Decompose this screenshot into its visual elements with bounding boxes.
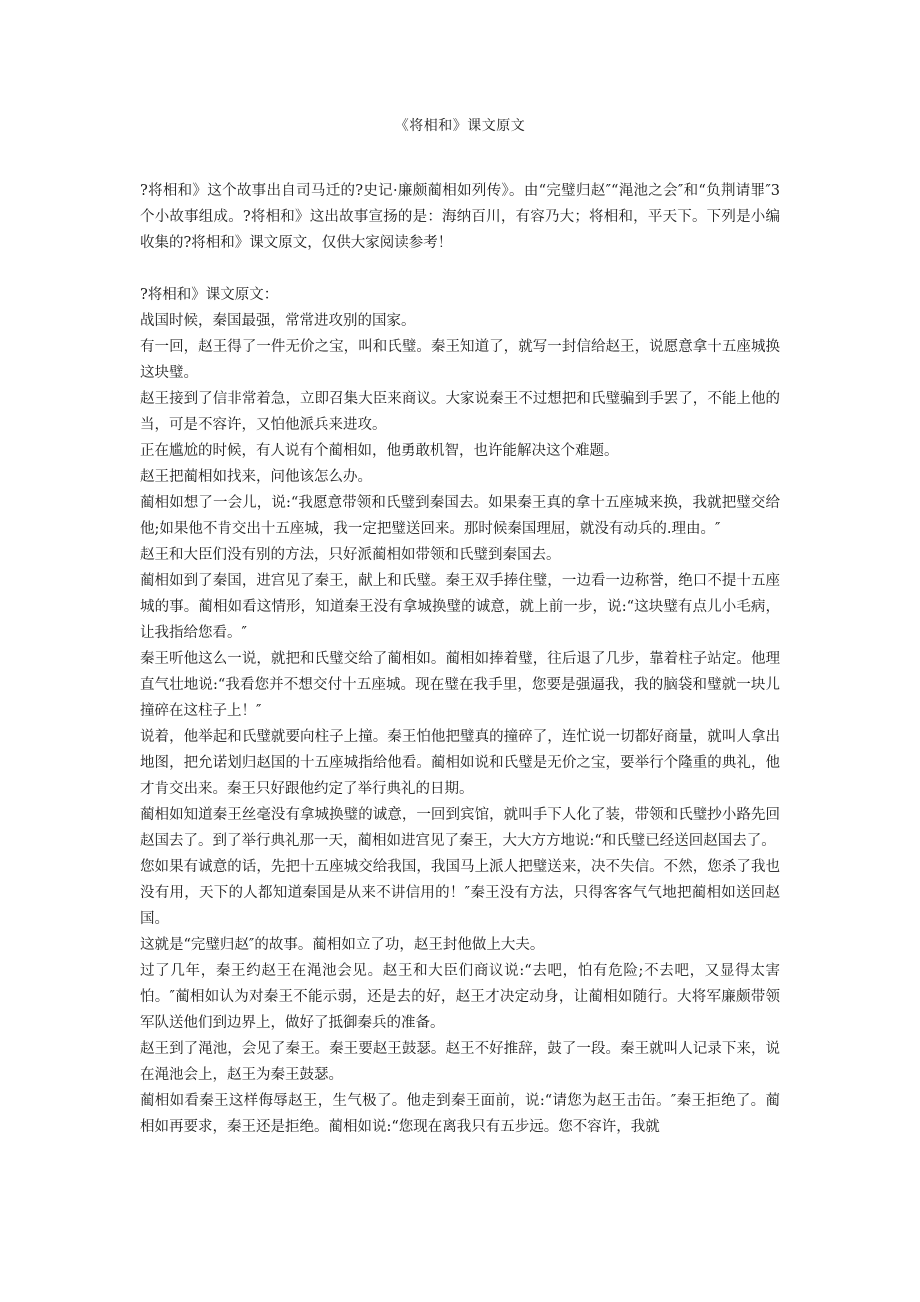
body-paragraph: 秦王听他这么一说，就把和氏璧交给了蔺相如。蔺相如捧着璧，往后退了几步，靠着柱子站定。他理直气壮地说:“我看您并不想交付十五座城。现在璧在我手里，您要是强逼我，我的脑袋和璧就一块儿撞碎在这柱子上！″ xyxy=(140,651,780,719)
body-paragraph: 蔺相如看秦王这样侮辱赵王，生气极了。他走到秦王面前，说:“请您为赵王击缶。″秦王拒绝了。蔺相如再要求，秦王还是拒绝。蔺相如说:“您现在离我只有五步远。您不容许，我就 xyxy=(140,1093,780,1135)
body-paragraph: 蔺相如到了秦国，进宫见了秦王，献上和氏璧。秦王双手捧住璧，一边看一边称誉，绝口不提十五座城的事。蔺相如看这情形，知道秦王没有拿城换璧的诚意，就上前一步，说:“这块璧有点儿小毛病，让我指给您看。″ xyxy=(140,573,780,641)
body-paragraph: 过了几年，秦王约赵王在渑池会见。赵王和大臣们商议说:“去吧，怕有危险;不去吧，又显得太害怕。″蔺相如认为对秦王不能示弱，还是去的好，赵王才决定动身，让蔺相如随行。大将军廉颇带领军队送他们到边界上，做好了抵御秦兵的准备。 xyxy=(140,963,780,1031)
body-paragraph: 赵王接到了信非常着急，立即召集大臣来商议。大家说秦王不过想把和氏璧骗到手罢了，不能上他的当，可是不容许，又怕他派兵来进攻。 xyxy=(140,391,780,433)
paragraph-gap xyxy=(140,256,780,282)
body-paragraph: 您如果有诚意的话，先把十五座城交给我国，我国马上派人把璧送来，决不失信。不然，您杀了我也没有用，天下的人都知道秦国是从来不讲信用的！″秦王没有方法，只得客客气气地把蔺相如送回赵国。 xyxy=(140,859,780,927)
document-title: 《将相和》课文原文 xyxy=(394,118,526,134)
body-paragraph: 有一回，赵王得了一件无价之宝，叫和氏璧。秦王知道了，就写一封信给赵王，说愿意拿十五座城换这块璧。 xyxy=(140,339,780,381)
body-paragraph: 这就是“完璧归赵″的故事。蔺相如立了功，赵王封他做上大夫。 xyxy=(140,937,545,953)
body-paragraph: 正在尴尬的时候，有人说有个蔺相如，他勇敢机智，也许能解决这个难题。 xyxy=(140,443,619,459)
body-paragraph: 赵王把蔺相如找来，问他该怎么办。 xyxy=(140,469,372,485)
intro-paragraph: ?将相和》这个故事出自司马迁的?史记·廉颇蔺相如列传》。由“完璧归赵″“渑池之会″和“负荆请罪″3个小故事组成。?将相和》这出故事宣扬的是：海纳百川，有容乃大；将相和，平天下。下列是小编收集的?将相和》课文原文，仅供大家阅读参考！ xyxy=(140,183,780,251)
body-paragraph: 战国时候，秦国最强，常常进攻别的国家。 xyxy=(140,313,416,329)
body-paragraph: 赵王和大臣们没有别的方法，只好派蔺相如带领和氏璧到秦国去。 xyxy=(140,547,561,563)
body-paragraph: 蔺相如想了一会儿，说:“我愿意带领和氏璧到秦国去。如果秦王真的拿十五座城来换，我就把璧交给他;如果他不肯交出十五座城，我一定把璧送回来。那时候秦国理屈，就没有动兵的.理由。″ xyxy=(140,495,780,537)
body-paragraph: 蔺相如知道秦王丝毫没有拿城换璧的诚意，一回到宾馆，就叫手下人化了装，带领和氏璧抄小路先回赵国去了。到了举行典礼那一天，蔺相如进宫见了秦王，大大方方地说:“和氏璧已经送回赵国去了。 xyxy=(140,807,780,849)
body-paragraph: 赵王到了渑池，会见了秦王。秦王要赵王鼓瑟。赵王不好推辞，鼓了一段。秦王就叫人记录下来，说在渑池会上，赵王为秦王鼓瑟。 xyxy=(140,1041,780,1083)
body-paragraph: 说着，他举起和氏璧就要向柱子上撞。秦王怕他把璧真的撞碎了，连忙说一切都好商量，就叫人拿出地图，把允诺划归赵国的十五座城指给他看。蔺相如说和氏璧是无价之宝，要举行个隆重的典礼，他才肯交出来。秦王只好跟他约定了举行典礼的日期。 xyxy=(140,729,780,797)
document-body xyxy=(140,178,780,1140)
section-heading: ?将相和》课文原文： xyxy=(140,287,279,303)
